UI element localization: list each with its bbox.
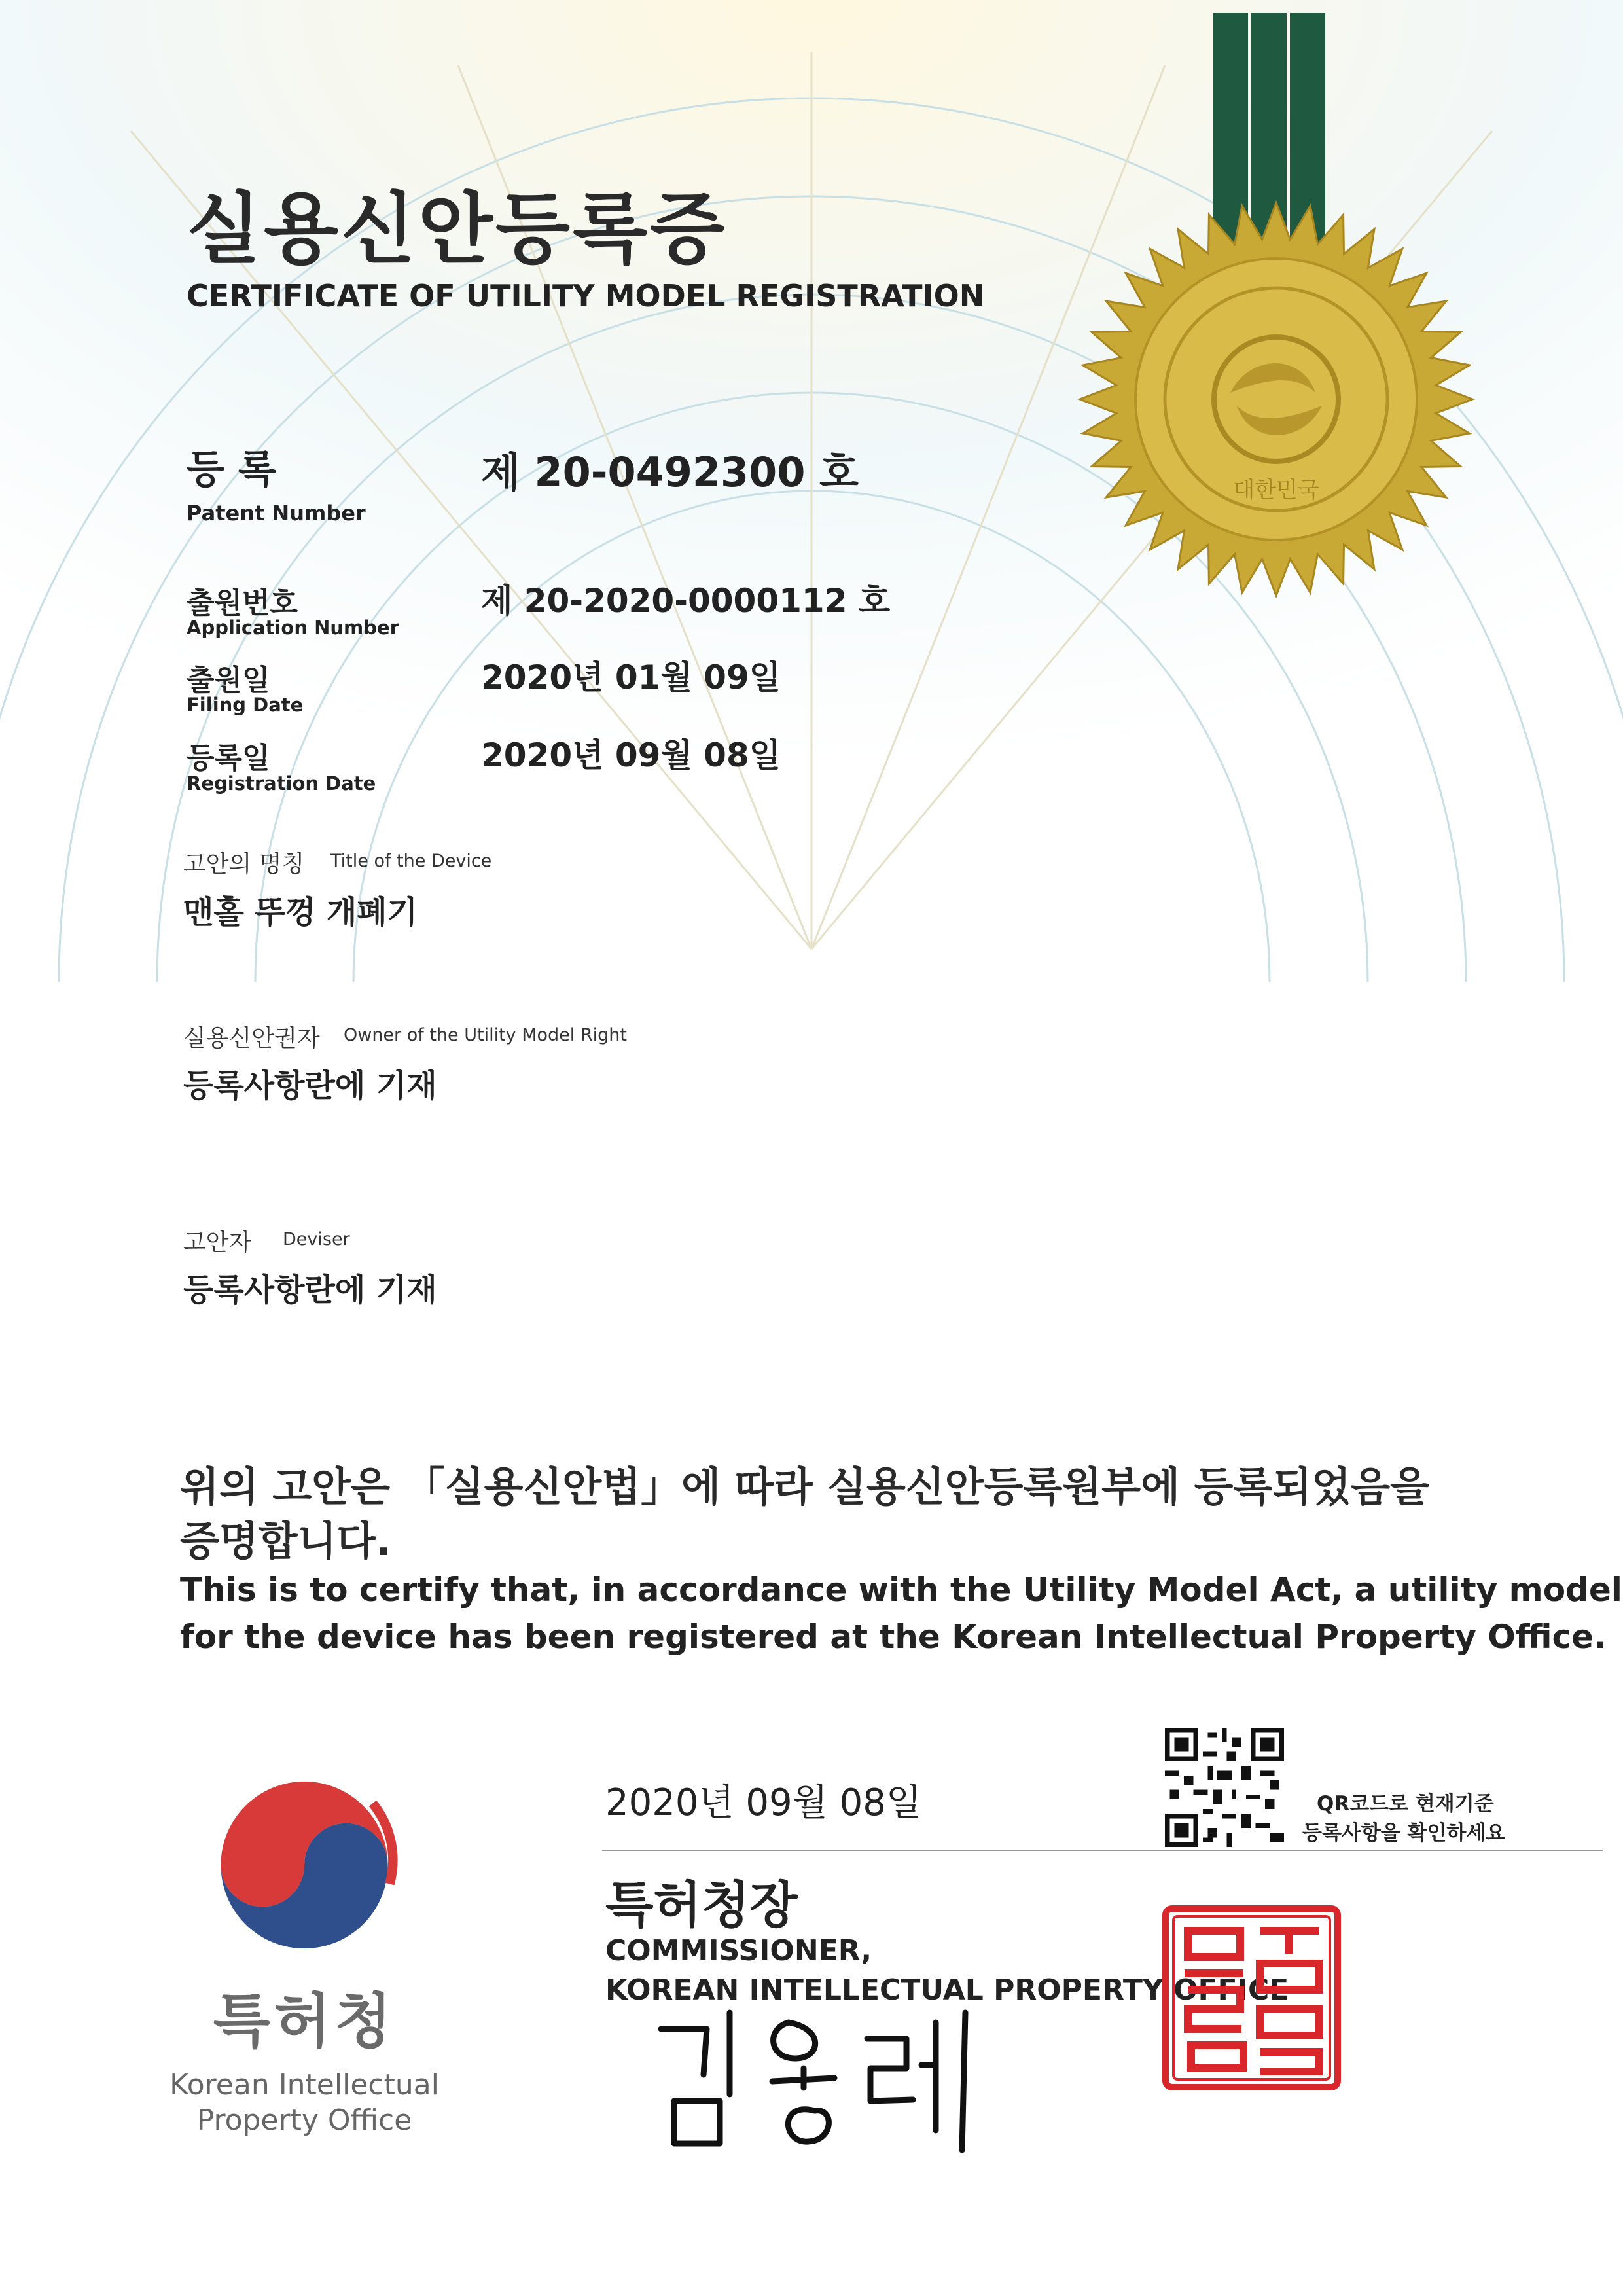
statement-en-line2: for the device has been registered at the Korean Intellectual Property Office. bbox=[180, 1618, 1607, 1656]
filing-date-label-en: Filing Date bbox=[187, 694, 304, 716]
filing-date-label-ko: 출원일 bbox=[187, 664, 270, 697]
application-number-label-ko: 출원번호 bbox=[187, 586, 298, 620]
device-title-label-en: Title of the Device bbox=[330, 851, 492, 871]
owner-value: 등록사항란에 기재 bbox=[183, 1067, 437, 1104]
commissioner-title-ko: 특허청장 bbox=[605, 1876, 798, 1934]
kipo-name-ko: 특허청 bbox=[213, 1987, 396, 2056]
application-number-value: 제 20-2020-0000112 호 bbox=[481, 582, 891, 620]
divider-line bbox=[602, 1850, 1603, 1851]
device-title-value: 맨홀 뚜껑 개폐기 bbox=[183, 894, 418, 931]
statement-en-line1: This is to certify that, in accordance with the Utility Model Act, a utility model bbox=[180, 1571, 1622, 1609]
device-title-label-ko: 고안의 명칭 bbox=[183, 851, 305, 878]
qr-instruction-line2: 등록사항을 확인하세요 bbox=[1302, 1821, 1506, 1845]
patent-number-label-ko: 등 록 bbox=[187, 447, 276, 493]
deviser-value: 등록사항란에 기재 bbox=[183, 1272, 437, 1308]
issue-date: 2020년 09월 08일 bbox=[605, 1782, 921, 1824]
certificate-title-ko: 실용신안등록증 bbox=[187, 184, 727, 274]
kipo-name-en-line2: Property Office bbox=[196, 2104, 412, 2137]
owner-label-ko: 실용신안권자 bbox=[183, 1025, 320, 1052]
gold-seal-icon bbox=[1073, 196, 1479, 602]
patent-number-label-en: Patent Number bbox=[187, 501, 366, 526]
qr-code-icon[interactable] bbox=[1165, 1728, 1284, 1847]
registration-date-value: 2020년 09월 08일 bbox=[481, 736, 781, 774]
taegeuk-logo-icon bbox=[209, 1761, 399, 1950]
statement-ko-line2: 증명합니다. bbox=[180, 1517, 392, 1565]
certificate-title-en: CERTIFICATE OF UTILITY MODEL REGISTRATION bbox=[187, 278, 985, 314]
owner-label-en: Owner of the Utility Model Right bbox=[344, 1025, 627, 1045]
registration-date-label-ko: 등록일 bbox=[187, 742, 270, 775]
kipo-name-en-line1: Korean Intellectual bbox=[169, 2068, 439, 2102]
deviser-label-ko: 고안자 bbox=[183, 1229, 252, 1256]
statement-ko-line1: 위의 고안은 「실용신안법」에 따라 실용신안등록원부에 등록되었음을 bbox=[180, 1463, 1429, 1511]
patent-number-value: 제 20-0492300 호 bbox=[481, 448, 859, 496]
filing-date-value: 2020년 01월 09일 bbox=[481, 658, 781, 696]
application-number-label-en: Application Number bbox=[187, 617, 399, 639]
commissioner-title-en-line2: KOREAN INTELLECTUAL PROPERTY OFFICE bbox=[605, 1973, 1289, 2007]
official-red-stamp bbox=[1162, 1905, 1342, 2091]
commissioner-title-en-line1: COMMISSIONER, bbox=[605, 1934, 872, 1967]
seal-text: 대한민국 bbox=[1233, 477, 1319, 503]
qr-instruction-line1: QR코드로 현재기준 bbox=[1317, 1792, 1494, 1816]
deviser-label-en: Deviser bbox=[283, 1229, 350, 1249]
handwritten-signature bbox=[648, 2003, 1014, 2153]
registration-date-label-en: Registration Date bbox=[187, 772, 376, 795]
